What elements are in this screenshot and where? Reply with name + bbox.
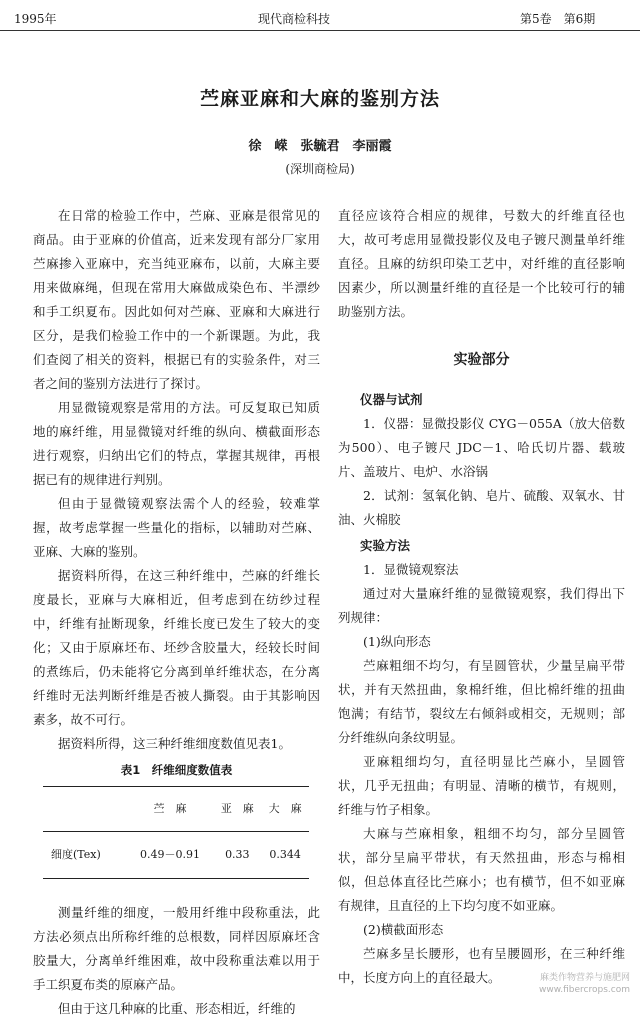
table-header-cell: 大 麻	[261, 787, 309, 832]
watermark-line: 麻类作物营养与施肥网	[539, 973, 630, 983]
paragraph: 测量纤维的细度，一般用纤维中段称重法，此方法必须点出所称纤维的总根数，同样因原麻坯含胶量大，分离单纤维困难，故中段称重法难以用于手工织夏布类的原麻产品。	[33, 905, 320, 992]
paragraph: 但由于这几种麻的比重、形态相近，纤维的	[58, 1001, 296, 1016]
paragraph: 苎麻多呈长腰形，也有呈腰圆形，在三种纤维中，长度方向上的直径最大。	[338, 946, 625, 985]
paragraph: 据资料所得，这三种纤维细度数值见表1。	[58, 736, 291, 751]
header-issue: 第5卷 第6期	[520, 12, 596, 26]
right-column	[338, 204, 625, 990]
header-journal: 现代商检科技	[258, 12, 331, 26]
table-header-cell	[43, 787, 127, 832]
left-column	[33, 204, 320, 1021]
article-affiliation: (深圳商检局)	[285, 162, 355, 176]
section-title: 实验部分	[453, 352, 510, 368]
method-heading: 1．显微镜观察法	[363, 562, 459, 577]
page-header	[0, 0, 640, 31]
header-year: 1995年	[14, 12, 57, 26]
article-title: 苎麻亚麻和大麻的鉴别方法	[199, 88, 440, 110]
watermark-line: www.fibercrops.com	[539, 985, 630, 995]
point-heading: (2)横截面形态	[363, 922, 444, 937]
table-caption: 表1 纤维细度数值表	[120, 763, 233, 777]
paragraph: 通过对大量麻纤维的显微镜观察，我们得出下列规律：	[338, 586, 625, 625]
point-heading: (1)纵向形态	[363, 634, 431, 649]
table-cell: 0.33	[225, 848, 250, 861]
article-authors: 徐 嵘 张毓君 李丽霞	[248, 139, 392, 154]
paragraph: 但由于显微镜观察法需个人的经验，较难掌握，故考虑掌握一些量化的指标，以辅助对苎麻、亚麻、大麻的鉴别。	[33, 496, 320, 559]
table-cell: 细度(Tex)	[51, 848, 101, 861]
paragraph: 直径应该符合相应的规律，号数大的纤维直径也大，故可考虑用显微投影仪及电子镀尺测量单纤维直径。且麻的纺织印染工艺中，对纤维的直径影响因素少，所以测量纤维的直径是一个比较可行的辅助鉴别方法。	[338, 208, 625, 319]
fiber-fineness-table	[43, 786, 309, 879]
list-item: 2．试剂：氢氧化钠、皂片、硫酸、双氧水、甘油、火棉胶	[338, 488, 625, 527]
table-header-row	[43, 787, 309, 832]
table-cell: 0.49－0.91	[140, 848, 201, 861]
table-header-cell: 亚 麻	[213, 787, 261, 832]
paragraph: 据资料所得，在这三种纤维中，苎麻的纤维长度最长，亚麻与大麻相近，但考虑到在纺纱过程中，纤维有扯断现象，纤维长度已发生了较大的变化；又由于原麻坯布、坯纱含胶量大，经较长时间的煮练后，仍未能将它分离到单纤维状态，在分离纤维时无法判断纤维是否被人撕裂。由于其影响因素多，故不可行。	[33, 568, 320, 727]
list-item: 1．仪器：显微投影仪 CYG－055A（放大倍数为500）、电子镀尺 JDC－1、哈氏切片器、载玻片、盖玻片、电炉、水浴锅	[338, 416, 625, 479]
table-cell: 0.344	[269, 848, 301, 861]
paragraph: 苎麻粗细不均匀，有呈圆管状，少量呈扁平带状，并有天然扭曲，象棉纤维，但比棉纤维的扭曲饱满；有结节，裂纹左右倾斜或相交，无规则；部分纤维纵向条纹明显。	[338, 658, 625, 745]
site-watermark	[539, 972, 630, 996]
paragraph: 大麻与苎麻相象，粗细不均匀，部分呈圆管状，部分呈扁平带状，有天然扭曲，形态与棉相似，但总体直径比苎麻小；也有横节，但不如亚麻有规律，且直径的上下均匀度不如亚麻。	[338, 826, 625, 913]
paragraph: 亚麻粗细均匀，直径明显比苎麻小，呈圆管状，几乎无扭曲；有明显、清晰的横节，有规则，纤维与竹子相象。	[338, 754, 625, 817]
table-row	[43, 832, 309, 879]
table-header-cell: 苎 麻	[127, 787, 214, 832]
subsection-title: 仪器与试剂	[360, 392, 423, 407]
subsection-title: 实验方法	[360, 538, 411, 553]
paragraph: 在日常的检验工作中，苎麻、亚麻是很常见的商品。由于亚麻的价值高，近来发现有部分厂家用苎麻掺入亚麻中，充当纯亚麻布，以前，大麻主要用来做麻绳，但现在常用大麻做成染色布、半漂纱和手工织夏布。因此如何对苎麻、亚麻和大麻进行区分，是我们检验工作中的一个新课题。为此，我们查阅了相关的资料，根据已有的实验条件，对三者之间的鉴别方法进行了探讨。	[33, 208, 320, 391]
paragraph: 用显微镜观察是常用的方法。可反复取已知质地的麻纤维，用显微镜对纤维的纵向、横截面形态进行观察，归纳出它们的特点，掌握其规律，再根据已有的规律进行判别。	[33, 400, 320, 487]
